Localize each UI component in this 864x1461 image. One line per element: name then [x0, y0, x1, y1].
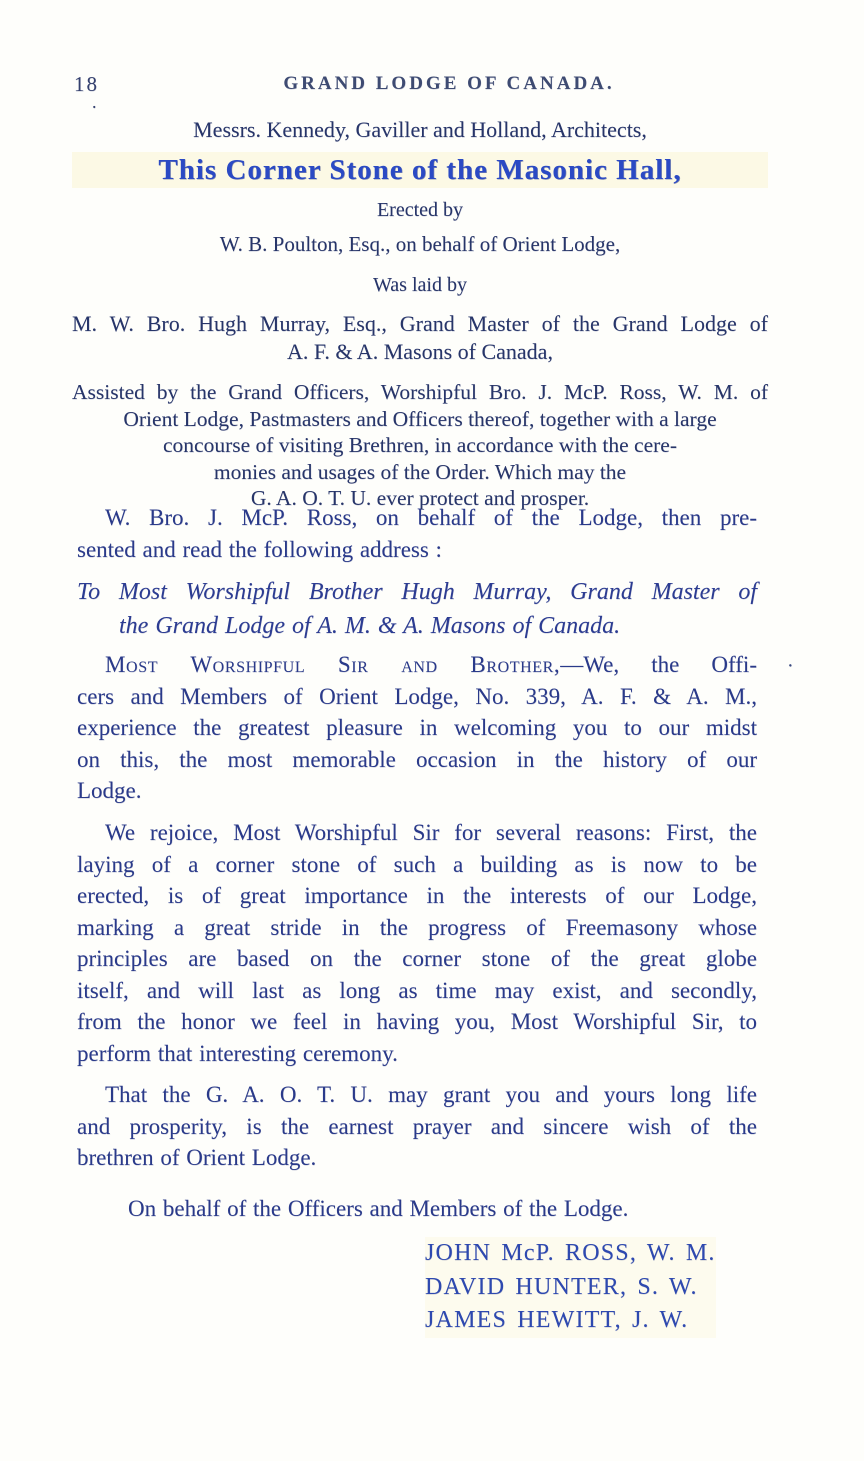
text-line: erected, is of great importance in the interests of our Lodge, [77, 883, 757, 908]
text-line: perform that interesting ceremony. [77, 1040, 398, 1066]
address-intro-paragraph [77, 502, 757, 565]
text-line: Lodge. [77, 778, 142, 803]
erected-by-line: Erected by [376, 198, 464, 221]
was-laid-by-line: Was laid by [373, 274, 467, 296]
signature-block [425, 1237, 716, 1338]
text-line [77, 649, 757, 681]
assisted-by-paragraph [72, 379, 768, 512]
text-line: from the honor we feel in having you, Most Worshipful Sir, to [77, 1009, 757, 1034]
text-line: marking a great stride in the progress of Freemasony whose [77, 914, 757, 940]
text-line: We rejoice, Most Worshipful Sir for several reasons: First, the [105, 820, 757, 845]
text-line: and prosperity, is the earnest prayer and sincere wish of the [77, 1113, 757, 1139]
grand-master-line: A. F. & A. Masons of Canada, [287, 339, 553, 364]
assisted-line: concourse of visiting Brethren, in accordance with the cere- [163, 433, 677, 457]
text-line: sented and read the following address : [77, 536, 442, 562]
address-paragraph-3 [77, 1079, 757, 1174]
closing-line-block [77, 1193, 757, 1225]
text-line: laying of a corner stone of such a building as is now to be [77, 851, 757, 877]
cornerstone-inscription-block [72, 116, 768, 512]
address-paragraph-1 [77, 649, 794, 807]
page-number-dot-artifact: . [92, 92, 97, 112]
signature-line: JAMES HEWITT, J. W. [425, 1304, 716, 1338]
assisted-line: Assisted by the Grand Officers, Worshipful Bro. J. McP. Ross, W. M. of [72, 380, 768, 404]
grand-master-line: M. W. Bro. Hugh Murray, Esq., Grand Master of the Grand Lodge of [72, 311, 768, 336]
assisted-line: Orient Lodge, Pastmasters and Officers thereof, together with a large [123, 406, 717, 431]
text-run: —We, the Offi- [560, 652, 757, 677]
salutation-line: the Grand Lodge of A. M. & A. Masons of Canada. [119, 613, 621, 639]
architects-line: Messrs. Kennedy, Gaviller and Holland, Architects, [193, 117, 647, 142]
cornerstone-title: This Corner Stone of the Masonic Hall, [72, 152, 768, 188]
assisted-line: G. A. O. T. U. ever protect and prosper. [250, 486, 590, 510]
text-line: on this, the most memorable occasion in the history of our [77, 746, 757, 772]
salutation-line: To Most Worshipful Brother Hugh Murray, Grand Master of [77, 579, 757, 605]
salutation-smallcaps: Most Worshipful Sir and Brother, [105, 652, 561, 677]
text-line: itself, and will last as long as time may exist, and secondly, [77, 977, 757, 1003]
text-line: That the G. A. O. T. U. may grant you and yours long life [105, 1082, 757, 1107]
assisted-line: monies and usages of the Order. Which may the [213, 459, 627, 484]
address-paragraph-2 [77, 817, 757, 1069]
erector-line: W. B. Poulton, Esq., on behalf of Orient Lodge, [219, 231, 621, 256]
page-number: 18 [74, 72, 99, 96]
signature-line: DAVID HUNTER, S. W. [425, 1271, 716, 1305]
running-title: GRAND LODGE OF CANADA. [283, 73, 615, 94]
signature-line: JOHN McP. ROSS, W. M. [425, 1237, 716, 1271]
ink-spot-artifact: · [787, 655, 794, 677]
text-line: experience the greatest pleasure in welcoming you to our midst [77, 715, 757, 740]
text-line: W. Bro. J. McP. Ross, on behalf of the Lodge, then pre- [105, 505, 757, 530]
running-header [0, 72, 864, 112]
address-salutation [77, 575, 757, 643]
text-line: brethren of Orient Lodge. [77, 1145, 317, 1170]
text-line: cers and Members of Orient Lodge, No. 339, A. F. & A. M., [77, 683, 757, 709]
text-line: principles are based on the corner stone of the great globe [77, 946, 757, 971]
closing-line: On behalf of the Officers and Members of the Lodge. [128, 1196, 629, 1221]
